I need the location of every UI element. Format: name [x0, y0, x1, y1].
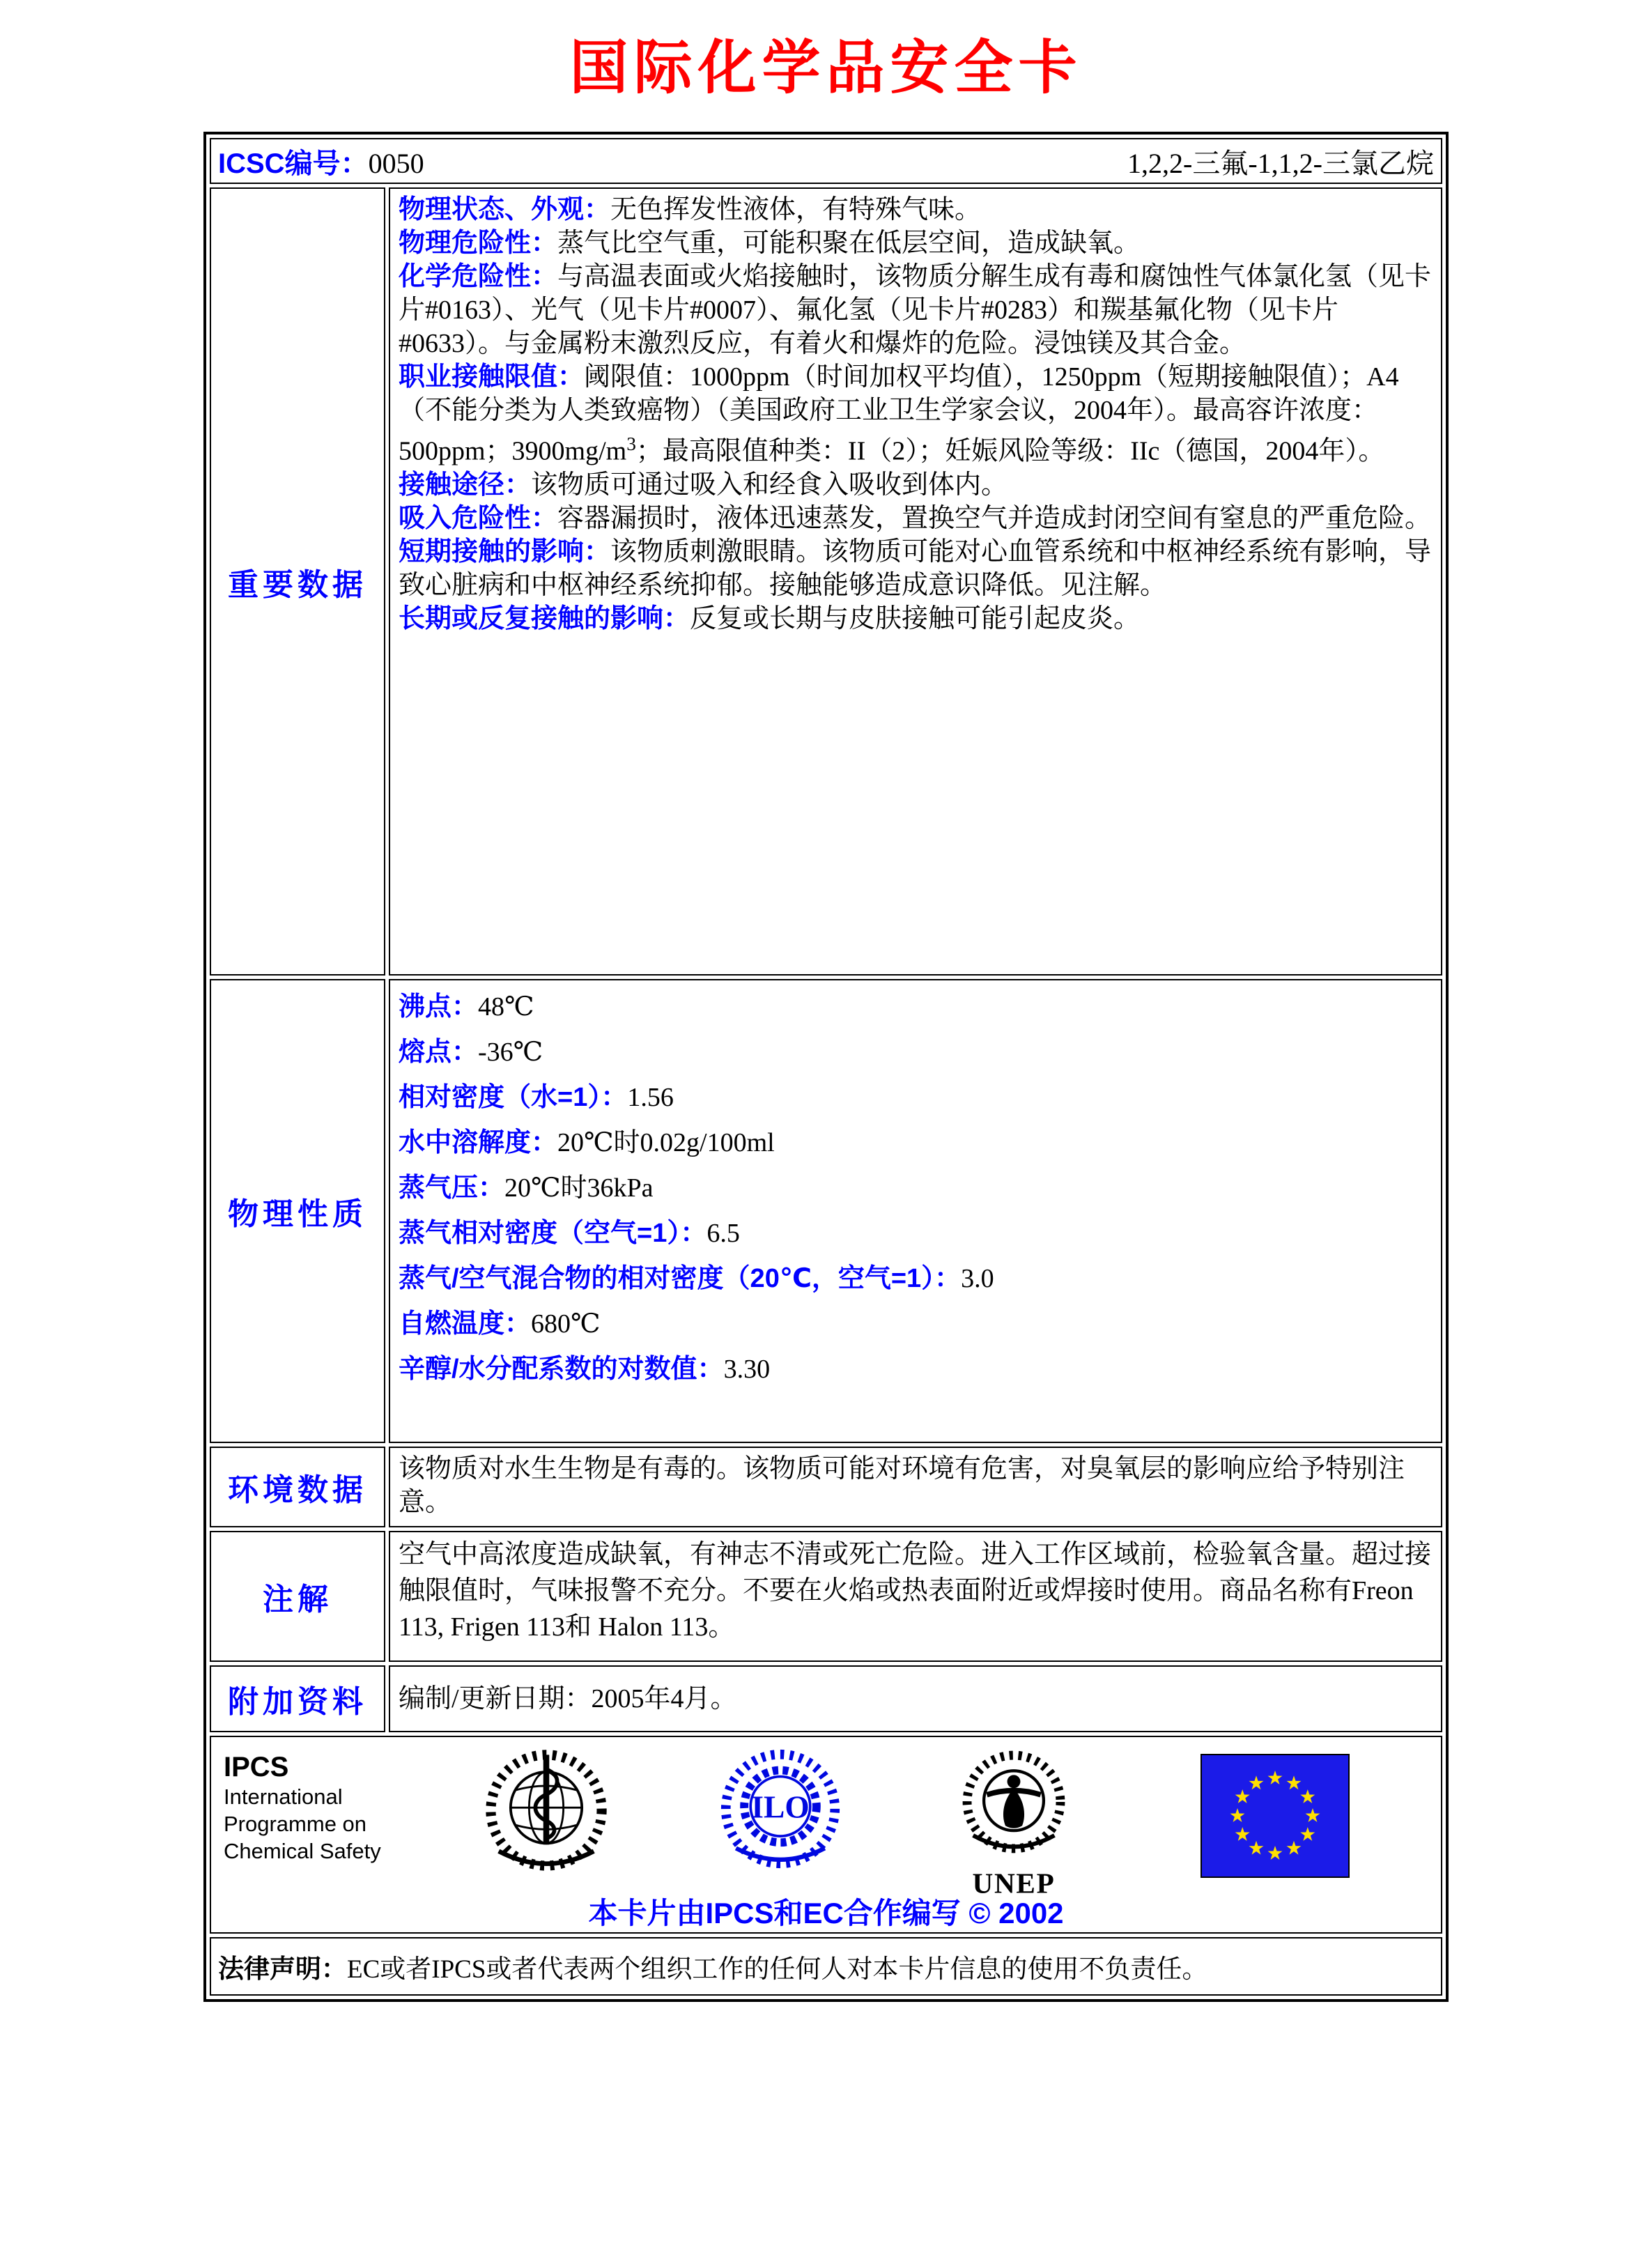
- copyright-text: © 2002: [968, 1897, 1064, 1929]
- field-text: 阈限值：1000ppm（时间加权平均值），1250ppm（短期接触限值）；A4（不能分类为人类致癌物）（美国政府工业卫生学家会议，2004年）。最高容许浓度：500ppm；3900mg/m: [399, 362, 1399, 466]
- ipcs-line: International: [224, 1785, 343, 1809]
- unep-logo-icon: [954, 1747, 1074, 1899]
- important-data-content: [389, 187, 1442, 976]
- field-label: 短期接触的影响：: [399, 537, 611, 566]
- legal-label: 法律声明：: [218, 1955, 347, 1983]
- environmental-data-row-label: 环境数据: [210, 1447, 385, 1527]
- field-label: 水中溶解度：: [399, 1128, 558, 1157]
- field-label: 自燃温度：: [399, 1309, 532, 1339]
- field-label: 长期或反复接触的影响：: [399, 603, 690, 633]
- important-item-chemical-danger: [399, 260, 1433, 360]
- important-item-physical-danger: [399, 226, 1433, 260]
- environmental-data-row: [210, 1447, 1442, 1527]
- additional-info-row: [210, 1665, 1442, 1732]
- ilo-logo-icon: [717, 1747, 844, 1871]
- important-item-inhalation-risk: [399, 502, 1433, 535]
- field-text: 该物质对水生生物是有毒的。该物质可能对环境有危害，对臭氧层的影响应给予特别注意。: [399, 1454, 1405, 1517]
- legal-cell: [210, 1937, 1442, 1996]
- field-text: 3.30: [723, 1355, 771, 1384]
- field-text: 空气中高浓度造成缺氧，有神志不清或死亡危险。进入工作区域前，检验氧含量。超过接触限值时，气味报警不充分。不要在火焰或热表面附近或焊接时使用。商品名称有Freon 113, Frigen 113和 Halon 113。: [399, 1540, 1432, 1642]
- field-label: 化学危险性：: [399, 262, 558, 291]
- physical-properties-row: [210, 979, 1442, 1443]
- field-text: ；最高限值种类：II（2）；妊娠风险等级：IIc（德国，2004年）。: [635, 436, 1385, 466]
- property-water-solubility: [399, 1120, 1433, 1166]
- superscript: 3: [626, 433, 636, 454]
- field-label: 沸点：: [399, 992, 479, 1022]
- unep-logo-text: UNEP: [972, 1867, 1056, 1899]
- icsc-card-table: [203, 132, 1449, 2002]
- important-item-long-term-effects: [399, 602, 1433, 635]
- property-autoignition-temperature: [399, 1302, 1433, 1347]
- property-octanol-water-partition: [399, 1347, 1433, 1392]
- field-label: 熔点：: [399, 1038, 479, 1067]
- page-title: 国际化学品安全卡: [569, 35, 1083, 100]
- field-label: 蒸气/空气混合物的相对密度（20℃，空气=1）：: [399, 1264, 962, 1293]
- important-item-short-term-effects: [399, 535, 1433, 602]
- property-relative-density: [399, 1075, 1433, 1120]
- field-label: 职业接触限值：: [399, 362, 585, 392]
- physical-properties-row-label: 物理性质: [210, 979, 385, 1443]
- field-text: 1.56: [627, 1083, 674, 1112]
- important-item-occupational-limits: [399, 360, 1433, 468]
- header-cell: [210, 138, 1442, 184]
- ipcs-text-block: [224, 1747, 433, 1865]
- property-vapor-pressure: [399, 1166, 1433, 1211]
- field-text: 容器漏损时，液体迅速蒸发，置换空气并造成封闭空间有窒息的严重危险。: [557, 503, 1432, 533]
- header-row: [210, 138, 1442, 184]
- additional-info-row-label: 附加资料: [210, 1665, 385, 1732]
- cooperation-caption: [211, 1890, 1441, 1932]
- property-boiling-point: [399, 985, 1433, 1030]
- field-label: 接触途径：: [399, 470, 532, 500]
- important-data-row-label: 重要数据: [210, 187, 385, 976]
- important-data-row: [210, 187, 1442, 976]
- legal-row: [210, 1937, 1442, 1996]
- field-label: 物理状态、外观：: [399, 195, 611, 224]
- field-label: 辛醇/水分配系数的对数值：: [399, 1355, 724, 1384]
- property-melting-point: [399, 1030, 1433, 1075]
- notes-content: [389, 1531, 1442, 1662]
- field-text: 编制/更新日期：2005年4月。: [399, 1684, 737, 1713]
- property-vapor-air-mixture-density: [399, 1256, 1433, 1302]
- ipcs-acronym: IPCS: [224, 1752, 289, 1782]
- field-label: 物理危险性：: [399, 229, 558, 258]
- field-text: 48℃: [478, 992, 534, 1022]
- notes-row-label: 注解: [210, 1531, 385, 1662]
- icsc-number-label: ICSC编号：: [218, 148, 369, 179]
- field-label: 蒸气相对密度（空气=1）：: [399, 1219, 707, 1248]
- environmental-data-content: [389, 1447, 1442, 1527]
- physical-properties-content: [389, 979, 1442, 1443]
- field-text: -36℃: [478, 1038, 543, 1067]
- important-item-physical-state: [399, 193, 1433, 226]
- field-text: 与高温表面或火焰接触时，该物质分解生成有毒和腐蚀性气体氯化氢（见卡片#0163）、光气（见卡片#0007）、氟化氢（见卡片#0283）和羰基氟化物（见卡片#0633）。与金属粉末激烈反应，有着火和爆炸的危险。浸蚀镁及其合金。: [399, 262, 1432, 358]
- notes-row: [210, 1531, 1442, 1662]
- property-vapor-density: [399, 1211, 1433, 1256]
- ipcs-line: Programme on: [224, 1812, 367, 1836]
- field-text: 无色挥发性液体，有特殊气味。: [610, 195, 982, 224]
- icsc-number-group: [218, 141, 424, 181]
- chemical-name: 1,2,2-三氟-1,1,2-三氯乙烷: [1127, 147, 1434, 179]
- legal-text: EC或者IPCS或者代表两个组织工作的任何人对本卡片信息的使用不负责任。: [347, 1955, 1208, 1984]
- eu-flag-icon: [1201, 1754, 1350, 1878]
- field-text: 6.5: [707, 1219, 740, 1248]
- field-text: 20℃时0.02g/100ml: [557, 1128, 775, 1157]
- ilo-logo-text: ILO: [751, 1789, 810, 1825]
- field-text: 20℃时36kPa: [504, 1173, 654, 1203]
- field-text: 该物质刺激眼睛。该物质可能对心血管系统和中枢神经系统有影响，导致心脏病和中枢神经系统抑郁。接触能够造成意识降低。见注解。: [399, 537, 1432, 600]
- important-item-exposure-routes: [399, 468, 1433, 502]
- logos-cell: [210, 1736, 1442, 1934]
- field-text: 反复或长期与皮肤接触可能引起皮炎。: [690, 603, 1141, 633]
- field-text: 3.0: [961, 1264, 994, 1293]
- logos-row: [210, 1736, 1442, 1934]
- field-text: 蒸气比空气重，可能积聚在低层空间，造成缺氧。: [557, 229, 1141, 258]
- ipcs-line: Chemical Safety: [224, 1839, 381, 1863]
- field-label: 吸入危险性：: [399, 503, 558, 533]
- additional-info-content: [389, 1665, 1442, 1732]
- field-label: 相对密度（水=1）：: [399, 1083, 628, 1112]
- icsc-number-value: 0050: [368, 147, 424, 179]
- caption-text: 本卡片由IPCS和EC合作编写: [588, 1897, 961, 1929]
- field-text: 该物质可通过吸入和经食入吸收到体内。: [531, 470, 1008, 500]
- who-logo-icon: [480, 1747, 612, 1872]
- field-label: 蒸气压：: [399, 1173, 505, 1203]
- field-text: 680℃: [531, 1309, 601, 1339]
